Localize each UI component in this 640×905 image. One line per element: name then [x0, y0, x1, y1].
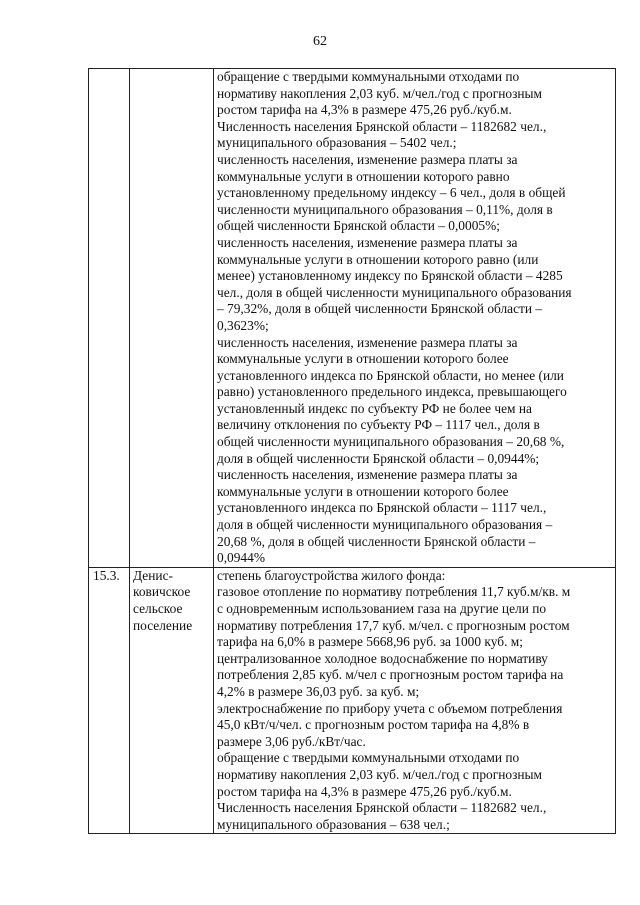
description-line: доля в общей численности муниципального образования – [217, 517, 553, 533]
row-number: 15.3. [93, 567, 120, 583]
description-line: потребления 2,85 куб. м/чел с прогнозным ростом тарифа на [217, 667, 564, 683]
settlement-name-line: поселение [133, 617, 193, 633]
description-line: муниципального образования – 638 чел.; [217, 816, 450, 832]
description-line: коммунальные услуги в отношении которого более [217, 483, 509, 499]
description-line: 0,3623%; [217, 317, 269, 333]
description-line: 0,0944% [217, 550, 265, 566]
description-line: численность населения, изменение размера платы за [217, 234, 518, 250]
description-line: общей численности Брянской области – 0,0005%; [217, 218, 500, 234]
description-cell [214, 567, 616, 834]
description-line: коммунальные услуги в отношении которого равно (или [217, 251, 539, 267]
description-line: тарифа на 6,0% в размере 5668,96 руб. за 1000 куб. м; [217, 634, 523, 650]
description-line: обращение с твердыми коммунальными отходами по [217, 750, 520, 766]
description-line: централизованное холодное водоснабжение по нормативу [217, 650, 548, 666]
description-line: нормативу накопления 2,03 куб. м/чел./год с прогнозным [217, 85, 543, 101]
description-line: численность населения, изменение размера платы за [217, 467, 518, 483]
description-line: численности муниципального образования – 0,11%, доля в [217, 201, 553, 217]
description-line: установленного индекса по Брянской области, но менее (или [217, 367, 564, 383]
description-line: электроснабжение по прибору учета с объемом потребления [217, 700, 563, 716]
row-number-cell [89, 567, 130, 834]
description-line: нормативу потребления 17,7 куб. м/чел. с прогнозным ростом [217, 617, 570, 633]
table-row [89, 567, 616, 834]
description-line: доля в общей численности Брянской области – 0,0944%; [217, 450, 540, 466]
description-line: численность населения, изменение размера платы за [217, 334, 518, 350]
description-line: коммунальные услуги в отношении которого равно [217, 168, 510, 184]
description-line: общей численности муниципального образования – 20,68 %, [217, 434, 565, 450]
description-line: 4,2% в размере 36,03 руб. за куб. м; [217, 683, 420, 699]
description-line: численность населения, изменение размера платы за [217, 151, 518, 167]
settlement-name-line: сельское [133, 601, 183, 616]
description-line: муниципального образования – 5402 чел.; [217, 135, 457, 151]
description-line: установленному предельному индексу – 6 чел., доля в общей [217, 185, 566, 201]
description-line: степень благоустройства жилого фонда: [217, 567, 446, 583]
description-line: установленный индекс по субъекту РФ не более чем на [217, 400, 532, 416]
description-line: 45,0 кВт/ч/чел. с прогнозным ростом тарифа на 4,8% в [217, 717, 530, 733]
description-line: 20,68 %, доля в общей численности Брянской области – [217, 533, 536, 549]
page-number: 62 [313, 34, 327, 49]
description-line: коммунальные услуги в отношении которого более [217, 351, 509, 367]
description-line: ростом тарифа на 4,3% в размере 475,26 руб./куб.м. [217, 783, 512, 799]
table-row [89, 69, 616, 568]
description-line: равно) установленного предельного индекса, превышающего [217, 384, 567, 400]
settlement-name-line: Денис- [133, 567, 173, 583]
settlement-name-line: ковичское [133, 584, 191, 600]
description-line: установленного индекса по Брянской области – 1117 чел., [217, 500, 547, 516]
settlement-name-cell [130, 69, 214, 568]
description-line: – 79,32%, доля в общей численности Брянской области – [217, 301, 543, 317]
settlement-name-cell [130, 567, 214, 834]
description-line: газовое отопление по нормативу потребления 11,7 куб.м/кв. м [217, 584, 571, 600]
description-line: размере 3,06 руб./кВт/час. [217, 733, 366, 749]
table-body [89, 69, 616, 834]
tariff-table [88, 68, 616, 834]
description-line: нормативу накопления 2,03 куб. м/чел./год с прогнозным [217, 766, 543, 782]
row-number-cell [89, 69, 130, 568]
description-cell [214, 69, 616, 568]
description-line: чел., доля в общей численности муниципального образования [217, 284, 572, 300]
description-line: величину отклонения по субъекту РФ – 1117 чел., доля в [217, 417, 540, 433]
description-line: Численность населения Брянской области – 1182682 чел., [217, 800, 547, 816]
description-line: менее) установленному индексу по Брянской области – 4285 [217, 268, 563, 284]
description-line: обращение с твердыми коммунальными отходами по [217, 69, 520, 84]
description-line: ростом тарифа на 4,3% в размере 475,26 руб./куб.м. [217, 102, 512, 118]
description-line: Численность населения Брянской области – 1182682 чел., [217, 118, 547, 134]
description-line: с одновременным использованием газа на другие цели по [217, 601, 547, 616]
